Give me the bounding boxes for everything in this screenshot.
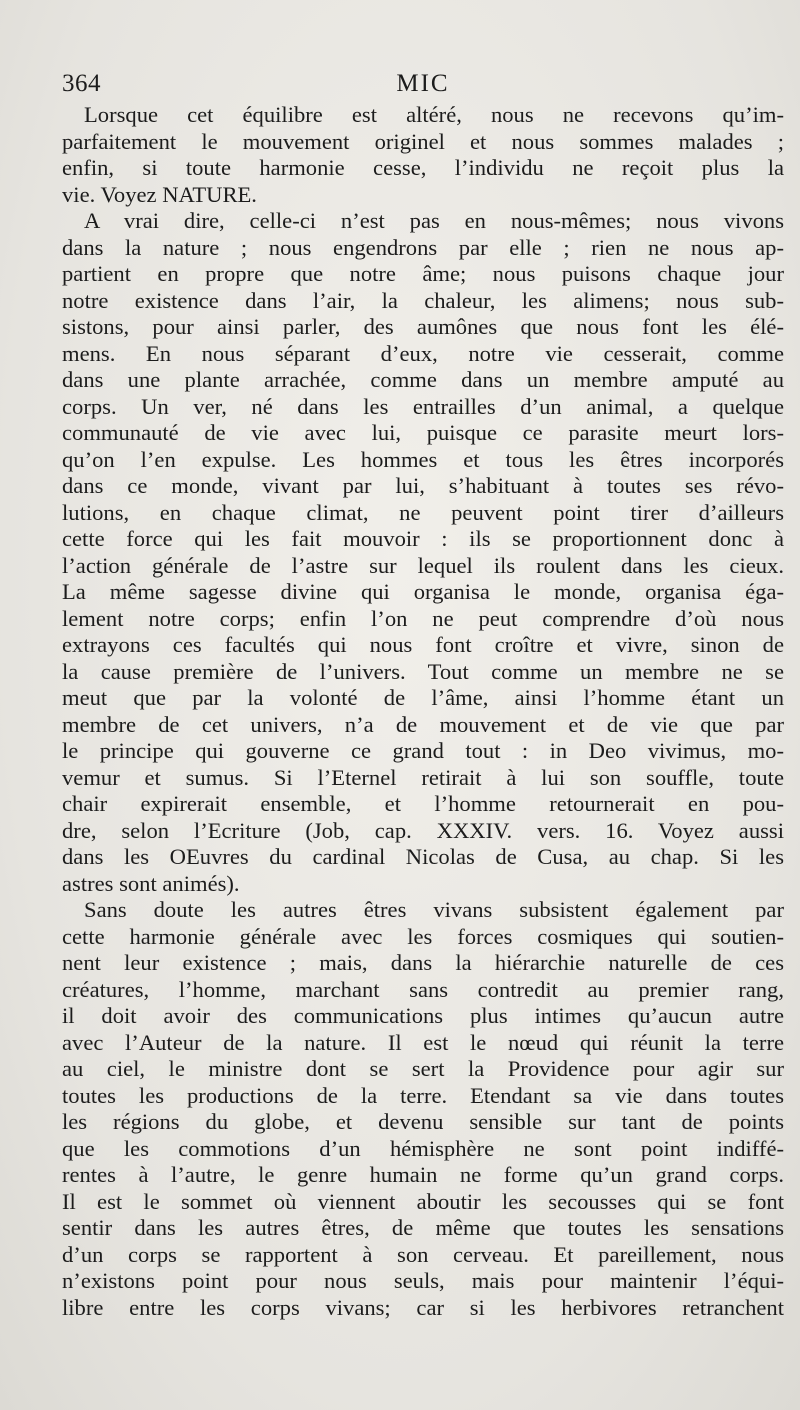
- text-line: enfin, si toute harmonie cesse, l’individu ne reçoit plus la: [62, 155, 784, 180]
- text-line: que les commotions d’un hémisphère ne sont point indiffé-: [62, 1135, 784, 1161]
- section-heading: MIC: [396, 70, 450, 97]
- text-line: mens. En nous séparant d’eux, notre vie cesserait, comme: [62, 340, 784, 366]
- text-line: meut que par la volonté de l’âme, ainsi l’homme étant un: [62, 685, 784, 710]
- text-line: dre, selon l’Ecriture (Job, cap. XXXIV. vers. 16. Voyez aussi: [62, 817, 784, 843]
- text-line: le principe qui gouverne ce grand tout : in Deo vivimus, mo-: [62, 738, 784, 763]
- text-line: d’un corps se rapportent à son cerveau. Et pareillement, nous: [62, 1241, 784, 1267]
- text-line: vemur et sumus. Si l’Eternel retirait à lui son souffle, toute: [62, 764, 784, 790]
- text-line: qu’on l’en expulse. Les hommes et tous les êtres incorporés: [62, 446, 784, 472]
- text-line: partient en propre que notre âme; nous puisons chaque jour: [62, 261, 784, 286]
- text-line: n’existons point pour nous seuls, mais pour maintenir l’équi-: [62, 1268, 784, 1293]
- text-line: dans ce monde, vivant par lui, s’habituant à toutes ses révo-: [62, 473, 784, 498]
- body-text: [62, 102, 784, 1321]
- text-line: sistons, pour ainsi parler, des aumônes que nous font les élé-: [62, 314, 784, 339]
- text-line: corps. Un ver, né dans les entrailles d’un animal, a quelque: [62, 393, 784, 419]
- running-head: [62, 70, 784, 102]
- text-line: cette force qui les fait mouvoir : ils se proportionnent donc à: [62, 526, 784, 551]
- text-line: membre de cet univers, n’a de mouvement et de vie que par: [62, 711, 784, 737]
- text-line: libre entre les corps vivans; car si les herbivores retranchent: [62, 1294, 784, 1320]
- text-line: notre existence dans l’air, la chaleur, les alimens; nous sub-: [62, 287, 784, 313]
- text-line: vie. Voyez NATURE.: [62, 181, 257, 207]
- text-line: La même sagesse divine qui organisa le monde, organisa éga-: [62, 579, 784, 604]
- text-line: Lorsque cet équilibre est altéré, nous ne recevons qu’im-: [84, 102, 784, 127]
- text-line: l’action générale de l’astre sur lequel ils roulent dans les cieux.: [62, 552, 784, 578]
- text-line: Sans doute les autres êtres vivans subsistent également par: [84, 897, 784, 922]
- text-line: dans une plante arrachée, comme dans un membre amputé au: [62, 367, 784, 392]
- text-line: créatures, l’homme, marchant sans contredit au premier rang,: [62, 976, 784, 1002]
- text-line: lement notre corps; enfin l’on ne peut comprendre d’où nous: [62, 605, 784, 631]
- text-line: dans les OEuvres du cardinal Nicolas de Cusa, au chap. Si les: [62, 844, 784, 869]
- text-line: communauté de vie avec lui, puisque ce parasite meurt lors-: [62, 420, 784, 445]
- text-line: avec l’Auteur de la nature. Il est le nœud qui réunit la terre: [62, 1029, 784, 1055]
- text-line: toutes les productions de la terre. Etendant sa vie dans toutes: [62, 1082, 784, 1108]
- text-line: la cause première de l’univers. Tout comme un membre ne se: [62, 658, 784, 684]
- text-line: nent leur existence ; mais, dans la hiérarchie naturelle de ces: [62, 950, 784, 975]
- text-line: il doit avoir des communications plus intimes qu’aucun autre: [62, 1003, 784, 1028]
- text-line: lutions, en chaque climat, ne peuvent point tirer d’ailleurs: [62, 499, 784, 525]
- text-line: dans la nature ; nous engendrons par elle ; rien ne nous ap-: [62, 234, 784, 260]
- text-line: extrayons ces facultés qui nous font croître et vivre, sinon de: [62, 632, 784, 657]
- text-line: Il est le sommet où viennent aboutir les secousses qui se font: [62, 1188, 784, 1214]
- text-line: chair expirerait ensemble, et l’homme retournerait en pou-: [62, 791, 784, 816]
- text-line: A vrai dire, celle-ci n’est pas en nous-mêmes; nous vivons: [84, 208, 784, 233]
- text-line: au ciel, le ministre dont se sert la Providence pour agir sur: [62, 1056, 784, 1081]
- text-line: rentes à l’autre, le genre humain ne forme qu’un grand corps.: [62, 1162, 784, 1187]
- text-line: parfaitement le mouvement originel et nous sommes malades ;: [62, 128, 784, 154]
- text-line: astres sont animés).: [62, 870, 240, 896]
- page-number: 364: [62, 70, 101, 97]
- text-line: cette harmonie générale avec les forces cosmiques qui soutien-: [62, 923, 784, 949]
- text-line: les régions du globe, et devenu sensible sur tant de points: [62, 1109, 784, 1134]
- text-line: sentir dans les autres êtres, de même que toutes les sensations: [62, 1215, 784, 1240]
